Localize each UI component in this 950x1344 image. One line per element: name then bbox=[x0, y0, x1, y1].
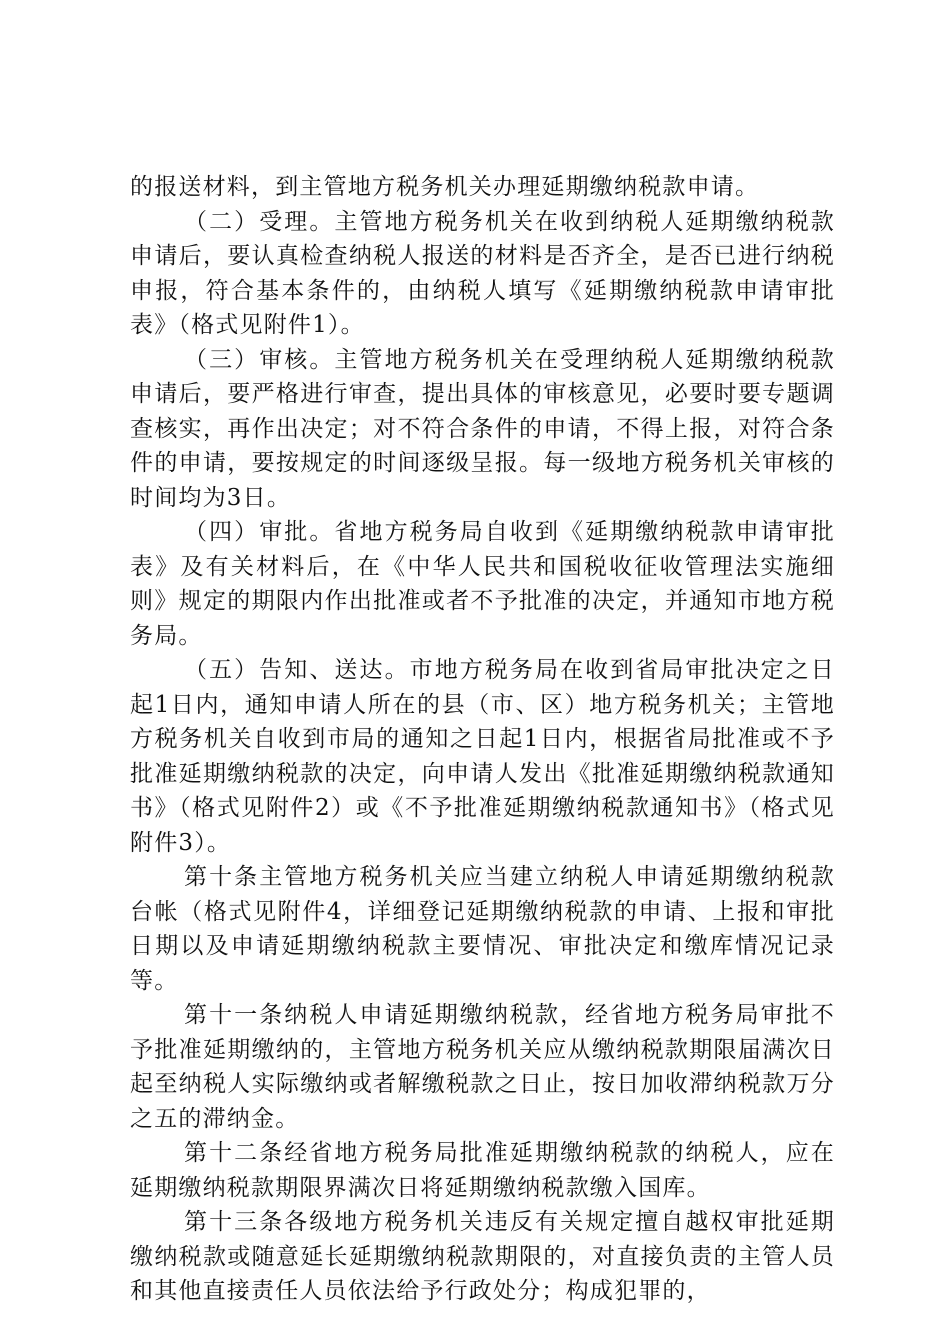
paragraph-review: （三）审核。主管地方税务机关在受理纳税人延期缴纳税款申请后，要严格进行审查，提出具体的审核意见，必要时要专题调查核实，再作出决定；对不符合条件的申请，不得上报，对符合条件的申请，要按规定的时间逐级呈报。每一级地方税务机关审核的时间均为3日。 bbox=[130, 346, 835, 511]
document-body bbox=[130, 170, 835, 1309]
paragraph-article-12: 第十二条经省地方税务局批准延期缴纳税款的纳税人，应在延期缴纳税款期限界满次日将延期缴纳税款缴入国库。 bbox=[130, 1140, 835, 1201]
paragraph-approval: （四）审批。省地方税务局自收到《延期缴纳税款申请审批表》及有关材料后，在《中华人民共和国税收征收管理法实施细则》规定的期限内作出批准或者不予批准的决定，并通知市地方税务局。 bbox=[130, 519, 835, 649]
paragraph-notification: （五）告知、送达。市地方税务局在收到省局审批决定之日起1日内，通知申请人所在的县（市、区）地方税务机关；主管地方税务机关自收到市局的通知之日起1日内，根据省局批准或不予批准延期缴纳税款的决定，向申请人发出《批准延期缴纳税款通知书》（格式见附件2）或《不予批准延期缴纳税款通知书》（格式见附件3）。 bbox=[130, 657, 835, 856]
paragraph-article-11: 第十一条纳税人申请延期缴纳税款，经省地方税务局审批不予批准延期缴纳的，主管地方税务机关应从缴纳税款期限届满次日起至纳税人实际缴纳或者解缴税款之日止，按日加收滞纳税款万分之五的滞纳金。 bbox=[130, 1002, 835, 1132]
paragraph-acceptance: （二）受理。主管地方税务机关在收到纳税人延期缴纳税款申请后，要认真检查纳税人报送的材料是否齐全，是否已进行纳税申报，符合基本条件的，由纳税人填写《延期缴纳税款申请审批表》（格式见附件1）。 bbox=[130, 208, 835, 338]
paragraph-article-10: 第十条主管地方税务机关应当建立纳税人申请延期缴纳税款台帐（格式见附件4，详细登记延期缴纳税款的申请、上报和审批日期以及申请延期缴纳税款主要情况、审批决定和缴库情况记录等。 bbox=[130, 864, 835, 994]
paragraph-continuation: 的报送材料，到主管地方税务机关办理延期缴纳税款申请。 bbox=[130, 174, 760, 200]
paragraph-article-13: 第十三条各级地方税务机关违反有关规定擅自越权审批延期缴纳税款或随意延长延期缴纳税款期限的，对直接负责的主管人员和其他直接责任人员依法给予行政处分；构成犯罪的， bbox=[130, 1209, 835, 1304]
